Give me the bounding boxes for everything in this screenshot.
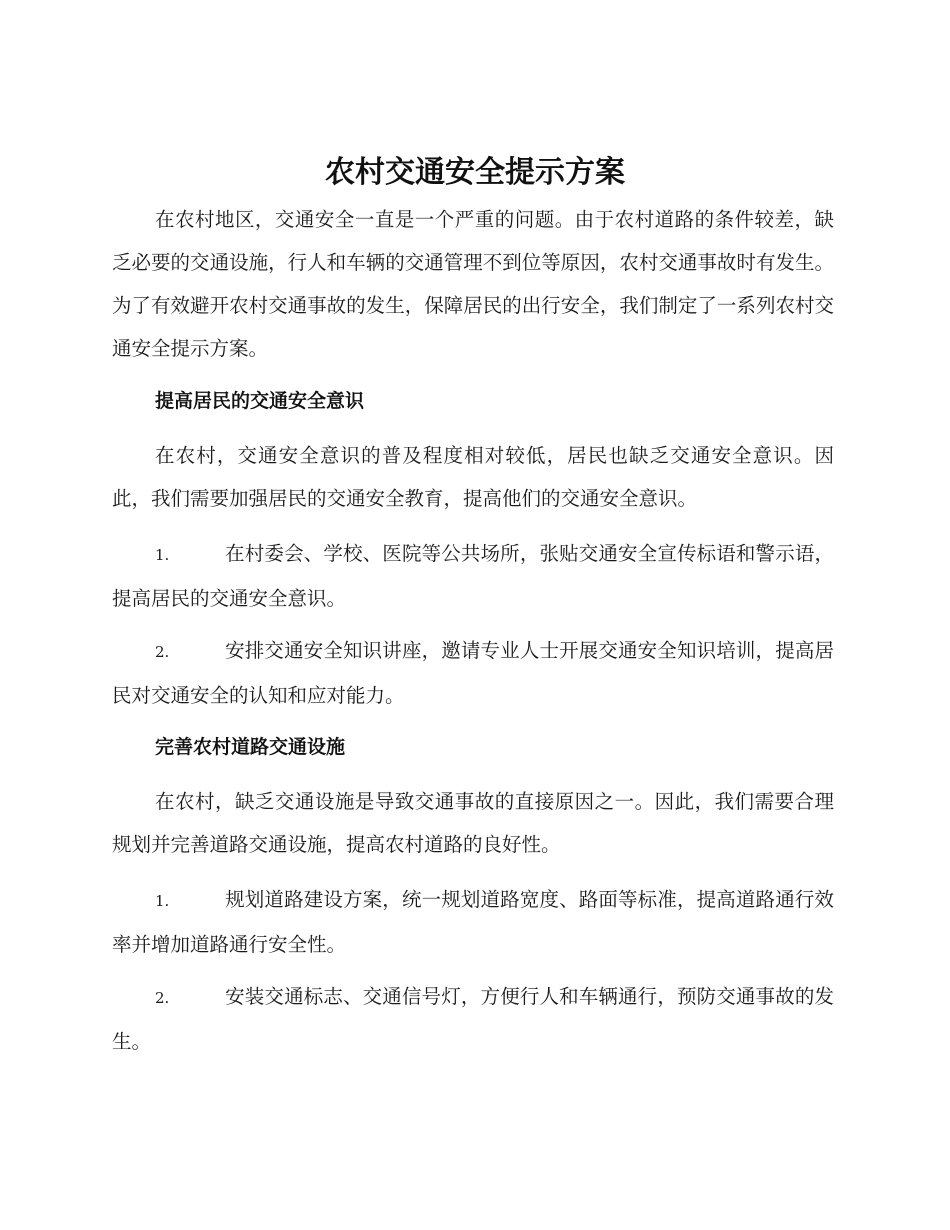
list-item [112,975,834,1063]
list-item [112,629,834,717]
list-item-text: 安装交通标志、交通信号灯，方便行人和车辆通行，预防交通事故的发生。 [112,985,834,1053]
section-heading-awareness: 提高居民的交通安全意识 [155,390,365,412]
list-item-number: 2. [155,643,170,661]
list-item-text: 规划道路建设方案，统一规划道路宽度、路面等标准，提高道路通行效率并增加道路通行安全性。 [112,888,834,956]
list-item [112,878,834,966]
list-item-number: 1. [155,546,170,564]
list-item-number: 1. [155,892,170,910]
section-paragraph-awareness: 在农村，交通安全意识的普及程度相对较低，居民也缺乏交通安全意识。因此，我们需要加强居民的交通安全教育，提高他们的交通安全意识。 [112,444,834,510]
page-title: 农村交通安全提示方案 [325,155,625,190]
section-paragraph-facilities: 在农村，缺乏交通设施是导致交通事故的直接原因之一。因此，我们需要合理规划并完善道路交通设施，提高农村道路的良好性。 [112,790,834,856]
list-item-number: 2. [155,989,170,1007]
list-item-text: 安排交通安全知识讲座，邀请专业人士开展交通安全知识培训，提高居民对交通安全的认知和应对能力。 [112,639,834,707]
list-item [112,532,834,620]
list-item-text: 在村委会、学校、医院等公共场所，张贴交通安全宣传标语和警示语，提高居民的交通安全意识。 [112,542,834,610]
intro-paragraph: 在农村地区，交通安全一直是一个严重的问题。由于农村道路的条件较差，缺乏必要的交通设施，行人和车辆的交通管理不到位等原因，农村交通事故时有发生。为了有效避开农村交通事故的发生，保障居民的出行安全，我们制定了一系列农村交通安全提示方案。 [112,208,834,360]
section-heading-facilities: 完善农村道路交通设施 [155,736,346,758]
